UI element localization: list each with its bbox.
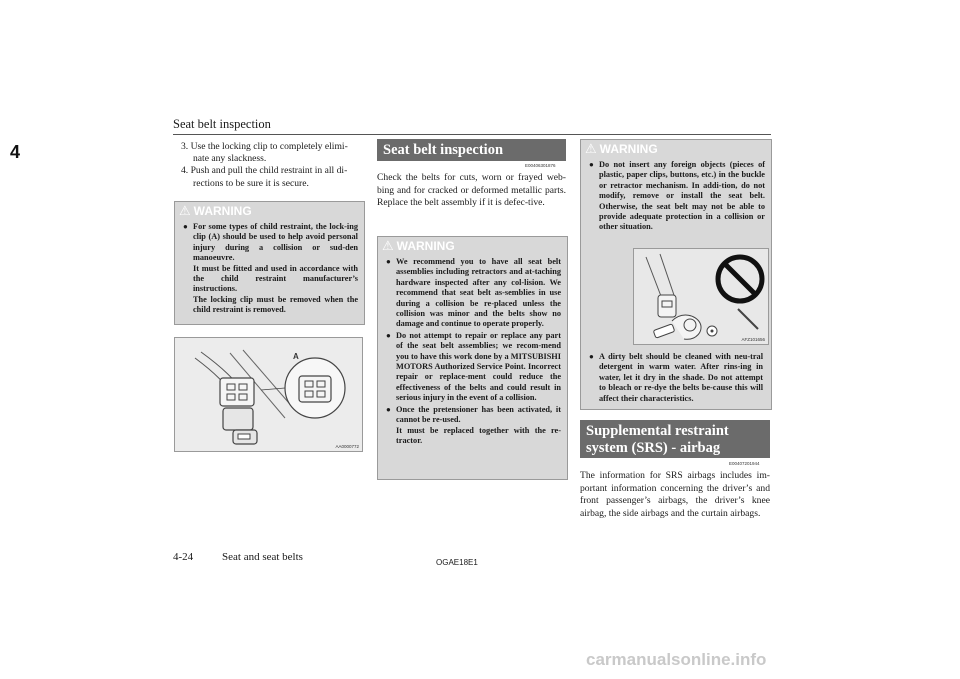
callout-a: A	[293, 352, 299, 361]
bullet-icon: ●	[386, 257, 391, 266]
locking-clip-drawing	[175, 338, 362, 451]
bullet-icon: ●	[589, 160, 594, 169]
warning-body	[581, 158, 771, 240]
step-list	[175, 141, 363, 190]
bullet-icon: ●	[589, 352, 594, 361]
warning-box-inspection	[377, 236, 568, 480]
bullet-icon: ●	[386, 404, 391, 414]
inspection-paragraph: Check the belts for cuts, worn or frayed web-bing and for cracked or deformed metallic parts. Replace the belt assembly if it is defec-tive.	[377, 172, 566, 209]
bullet-icon: ●	[386, 330, 391, 340]
warning-item: ● Do not insert any foreign objects (pieces of plastic, paper clips, buttons, etc.) in the buckle or retractor mechanism. In addi-tion, do not modify, remove or install the seat belt. Otherwise, the seat belt may not be able to provide adequate protection in a collision or other situation.	[589, 160, 765, 232]
locking-clip-illustration	[174, 337, 363, 452]
step-3: 3. Use the locking clip to completely elimi-nate any slackness.	[181, 141, 348, 165]
warning-box-child-restraint	[174, 201, 365, 325]
warning-heading: ⚠ WARNING	[175, 202, 364, 220]
warning-item: ● We recommend you to have all seat belt assemblies including retractors and at-taching hardware inspected after any col-lision. We recommend that seat belt as-semblies in use during a collision be re-placed unless the collision was minor and the belts show no damage and continue to operate properly.	[386, 257, 561, 329]
warning-item: ● A dirty belt should be cleaned with neu-tral detergent in warm water. After rins-ing in water, let it dry in the shade. Do not attempt to bleach or re-dye the belts be-cause this will affect their characteristics.	[589, 352, 763, 403]
section-code: E00407201944	[729, 461, 760, 466]
warning-body	[175, 220, 364, 323]
warning-heading: ⚠ WARNING	[378, 237, 567, 255]
bullet-icon: ●	[183, 222, 188, 231]
section-heading-srs-airbag: Supplemental restraint system (SRS) - airbag	[580, 420, 770, 458]
warning-heading: ⚠ WARNING	[581, 140, 771, 158]
srs-paragraph: The information for SRS airbags includes im-portant information concerning the driver’s and front passenger’s airbags, the driver’s knee airbag, the side airbags and the curtain airbags.	[580, 470, 770, 519]
chapter-tab: 4	[0, 139, 30, 165]
figure-code: AA0000772	[335, 444, 359, 449]
warning-item: ● Do not attempt to repair or replace any part of the seat belt assemblies; we recom-mend you to have this work done by a MITSUBISHI MOTORS Authorized Service Point. Incorrect repair or replace-ment could reduce the effectiveness of the belts and could result in serious injury in the event of a collision.	[386, 330, 561, 403]
page-number: 4-24	[173, 551, 194, 563]
warning-item: ● For some types of child restraint, the lock-ing clip (A) should be used to help avoid personal injury during a collision or sud-den manoeuvre. It must be fitted and used in accordance with the child restraint manufacturer’s instructions. The locking clip must be removed when the child restraint is removed.	[183, 222, 358, 315]
warning-triangle-icon: ⚠	[179, 203, 191, 218]
running-header: Seat belt inspection	[173, 117, 271, 131]
warning-item: ● Once the pretensioner has been activated, it cannot be re-used. It must be replaced together with the re-tractor.	[386, 404, 561, 445]
no-foreign-objects-illustration	[633, 248, 769, 345]
section-heading-seat-belt-inspection: Seat belt inspection	[377, 139, 566, 161]
figure-code: AFZ101656	[741, 337, 765, 342]
warning-triangle-icon: ⚠	[585, 141, 597, 156]
step-4: 4. Push and pull the child restraint in all di-rections to be sure it is secure.	[181, 165, 348, 189]
watermark: carmanualsonline.info	[586, 650, 767, 669]
warning-box-foreign-objects	[580, 139, 772, 410]
warning-triangle-icon: ⚠	[382, 238, 394, 253]
doc-code: OGAE18E1	[436, 558, 478, 567]
warning-body	[378, 255, 567, 453]
header-rule	[173, 134, 771, 135]
warning-body-after	[581, 350, 769, 411]
footer-chapter: Seat and seat belts	[222, 551, 303, 563]
section-code: E00406301876	[525, 163, 556, 168]
buckle-drawing	[634, 249, 768, 344]
